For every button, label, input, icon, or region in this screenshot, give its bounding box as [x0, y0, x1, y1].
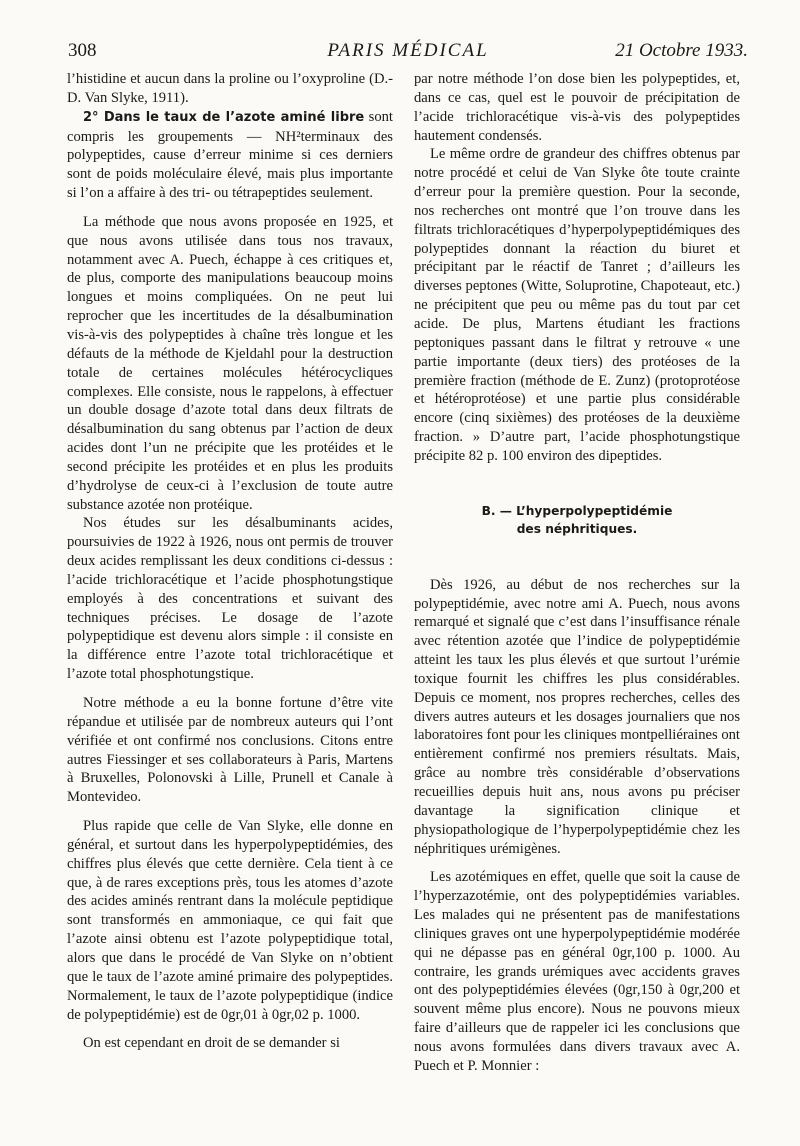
section-title-line: B. — L’hyperpolypeptidémie — [481, 503, 673, 518]
paragraph: La méthode que nous avons proposée en 1925, et que nous avons utilisée dans tous nos travaux, notamment avec A. Puech, échappe à ces critiques et, de plus, comporte des manipulations beaucoup moins longues et moins compliquées. On ne peut lui reprocher que les incertitudes de la désalbumination vis-à-vis des polypeptides à chaîne très longue et les défauts de la méthode de Kjeldahl pour la destruction totale de certaines molécules hétérocycliques complexes. Elle consiste, nous le rappelons, à effectuer un double dosage d’azote total dans deux filtrats de désalbumination du sang obtenus par l’action de deux acides dont l’un ne précipite que les protéides et le second précipite les protéides et en plus les produits d’hydrolyse de ceux-ci à l’exclusion de toute autre substance azotée non protéique. — [67, 213, 393, 513]
paragraph — [67, 108, 393, 203]
paragraph: l’histidine et aucun dans la proline ou l’oxyproline (D.-D. Van Slyke, 1911). — [67, 71, 393, 106]
paragraph: par notre méthode l’on dose bien les polypeptides, et, dans ce cas, quel est le pouvoir de précipitation de l’acide trichloracétique vis-à-vis des polypeptides hautement condensés. — [414, 71, 740, 144]
page-header — [68, 36, 748, 64]
paragraph: Notre méthode a eu la bonne fortune d’être vite répandue et utilisée par de nombreux auteurs qui l’ont vérifiée et ont confirmé nos conclusions. Citons entre autres Fiessinger et ses collaborateurs à Paris, Martens à Bruxelles, Polonovski à Lille, Prunell et Canale à Montevideo. — [67, 695, 393, 806]
paragraph: Le même ordre de grandeur des chiffres obtenus par notre procédé et celui de Van Slyke ôte toute crainte d’erreur pour la première question. Pour la seconde, nos recherches ont montré que l’on trouve dans les filtrats trichloracétiques d’hyperpolypeptidémiques des polypeptides donnant la réaction du biuret et précipitant par le réactif de Tanret ; d’ailleurs les diverses peptones (Witte, Soluprotine, Chapoteaut, etc.) ne précipitent que peu ou même pas du tout par cet acide. De plus, Martens étudiant les fractions peptoniques passant dans le filtrat y retrouve « une partie importante (deux tiers) des protéoses de la première fraction (méthode de E. Zunz) (protoprotéose et hétéroprotéose) et une partie plus considérable encore (cinq sixièmes) des protéoses de la deuxième fraction. » D’autre part, l’acide phosphotungstique précipite 82 p. 100 environ des dipeptides. — [414, 146, 740, 464]
issue-date: 21 Octobre 1933. — [615, 40, 748, 61]
paragraph: On est cependant en droit de se demander si — [83, 1035, 340, 1052]
section-title — [414, 502, 740, 538]
page-number: 308 — [68, 40, 97, 61]
paragraph-lead-bold: 2° Dans le taux de l’azote aminé libre — [83, 109, 365, 125]
paragraph: Plus rapide que celle de Van Slyke, elle donne en général, et surtout dans les hyperpolypeptidémies, des chiffres plus élevés que cette dernière. Cela tient à ce que, à de rares exceptions près, tous les atomes d’azote des acides aminés rentrant dans la molécule peptidique sont transformés en ammoniaque, ce qui fait que l’azote ainsi obtenu est l’azote polypeptidique total, alors que dans le procédé de Van Slyke on n’obtient que le taux de l’azote aminé primaire des polypeptides. Normalement, le taux de l’azote polypeptidique (indice de polypeptidémie) est de 0gr,01 à 0gr,02 p. 1000. — [67, 818, 393, 1023]
paragraph: Les azotémiques en effet, quelle que soit la cause de l’hyperzazotémie, ont des polypeptidémies variables. Les malades qui ne présentent pas de manifestations cliniques graves ont une hyperpolypeptidémie modérée qui ne dépasse pas en général 0gr,100 p. 1000. Au contraire, les grands urémiques avec accidents graves ont des polypeptidémies élevées (0gr,150 à 0gr,200 et souvent même plus encore). Nous ne pouvons mieux faire d’ailleurs que de rappeler ici les conclusions que nous avons formulées dans divers travaux avec A. Puech et P. Monnier : — [414, 869, 740, 1074]
paragraph: Nos études sur les désalbuminants acides, poursuivies de 1922 à 1926, nous ont permis de trouver deux acides remplissant les deux conditions ci-dessus : l’acide trichloracétique et l’acide phosphotungstique employés à des concentrations et suivant des techniques précises. Le dosage de l’azote polypeptidique est devenu alors simple : il consiste en la différence entre l’azote total trichloracétique et l’azote total phosphotungstique. — [67, 515, 393, 683]
paragraph-text: sont compris les groupements — NH²terminaux des polypeptides, cause d’erreur minime si ces derniers sont de poids moléculaire élevé, mais plus importante si l’on a affaire à des tri- ou tétrapeptides seulement. — [67, 108, 393, 202]
journal-title: PARIS MÉDICAL — [327, 40, 489, 61]
right-column — [414, 70, 740, 1076]
section-title-line: des néphritiques. — [516, 521, 638, 536]
left-column — [67, 70, 393, 1053]
paragraph: Dès 1926, au début de nos recherches sur la polypeptidémie, avec notre ami A. Puech, nous avons remarqué et signalé que c’est dans l’insuffisance rénale avec rétention azotée que l’indice de polypeptidémie atteint les taux les plus élevés et que surtout l’urémie toxique fournit les chiffres les plus considérables. Depuis ce moment, nos propres recherches, celles des divers autres auteurs et les dosages journaliers que nos laboratoires font pour les cliniques montpelliéraines ont entièrement confirmé nos premiers résultats. Mais, grâce au nombre très considérable d’observations recueillies depuis huit ans, nous avons pu préciser davantage la signification clinique et physiopathologique de l’hyperpolypeptidémie chez les néphritiques urémigènes. — [414, 576, 740, 857]
